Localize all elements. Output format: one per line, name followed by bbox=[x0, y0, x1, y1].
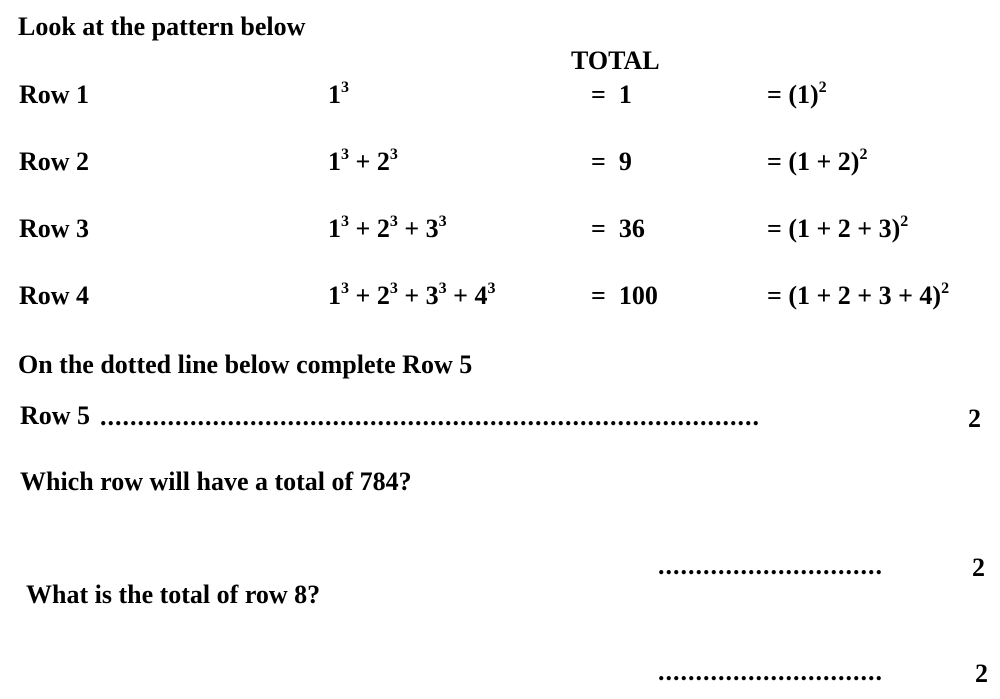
cube-base: 1 bbox=[328, 147, 341, 176]
cube-base: 4 bbox=[474, 281, 488, 310]
q2-answer-line[interactable]: .............................. bbox=[658, 553, 883, 579]
cube-expression bbox=[328, 213, 447, 243]
cube-base: 2 bbox=[376, 281, 390, 310]
cube-exponent: 3 bbox=[389, 213, 398, 230]
cube-exponent: 3 bbox=[487, 280, 496, 297]
plus-sign: + bbox=[397, 281, 426, 310]
instruction-heading: Look at the pattern below bbox=[18, 12, 306, 41]
sum-terms: (1 + 2 + 3) bbox=[788, 214, 901, 243]
row-label: Row 1 bbox=[19, 80, 90, 109]
row-label: Row 3 bbox=[19, 214, 90, 243]
cube-base: 2 bbox=[376, 147, 390, 176]
cube-expression bbox=[328, 280, 496, 310]
cube-exponent: 3 bbox=[438, 213, 447, 230]
cube-exponent: 3 bbox=[341, 79, 349, 96]
cube-exponent: 3 bbox=[341, 146, 349, 163]
row-5-answer-line[interactable]: ........................................................................................ bbox=[100, 404, 760, 430]
plus-sign: + bbox=[446, 281, 475, 310]
equals-sign: = bbox=[767, 281, 789, 310]
square-exponent: 2 bbox=[941, 280, 950, 297]
square-of-sum bbox=[767, 213, 909, 243]
sum-terms: (1 + 2) bbox=[788, 147, 860, 176]
marks-q2: 2 bbox=[972, 553, 985, 582]
question-complete-row-5: On the dotted line below complete Row 5 bbox=[18, 350, 473, 379]
plus-sign: + bbox=[349, 281, 377, 310]
cube-exponent: 3 bbox=[438, 280, 447, 297]
plus-sign: + bbox=[349, 147, 377, 176]
cube-base: 1 bbox=[328, 281, 341, 310]
cube-base: 3 bbox=[425, 281, 439, 310]
square-of-sum bbox=[767, 146, 868, 176]
square-exponent: 2 bbox=[900, 213, 909, 230]
cube-exponent: 3 bbox=[389, 146, 398, 163]
question-row-total-784: Which row will have a total of 784? bbox=[20, 467, 412, 496]
row-total: = 9 bbox=[591, 147, 632, 176]
square-of-sum bbox=[767, 79, 827, 109]
row-total: = 36 bbox=[591, 214, 645, 243]
row-label: Row 2 bbox=[19, 147, 90, 176]
cube-exponent: 3 bbox=[341, 280, 349, 297]
cube-base: 2 bbox=[376, 214, 390, 243]
q3-answer-line[interactable]: .............................. bbox=[658, 659, 883, 685]
cube-base: 1 bbox=[328, 214, 341, 243]
square-exponent: 2 bbox=[818, 79, 827, 96]
row-total: = 100 bbox=[591, 281, 658, 310]
cube-base: 3 bbox=[425, 214, 439, 243]
row-label: Row 4 bbox=[19, 281, 90, 310]
sum-terms: (1) bbox=[788, 80, 819, 109]
plus-sign: + bbox=[349, 214, 377, 243]
cube-expression bbox=[328, 79, 349, 109]
cube-base: 1 bbox=[328, 80, 341, 109]
question-total-row-8: What is the total of row 8? bbox=[26, 580, 321, 609]
row-5-label: Row 5 bbox=[20, 401, 91, 430]
total-column-header: TOTAL bbox=[571, 46, 660, 75]
row-total: = 1 bbox=[591, 80, 632, 109]
marks-q3: 2 bbox=[975, 659, 988, 688]
equals-sign: = bbox=[767, 80, 789, 109]
sum-terms: (1 + 2 + 3 + 4) bbox=[788, 281, 942, 310]
equals-sign: = bbox=[767, 147, 789, 176]
square-exponent: 2 bbox=[859, 146, 868, 163]
cube-exponent: 3 bbox=[341, 213, 349, 230]
cube-expression bbox=[328, 146, 398, 176]
square-of-sum bbox=[767, 280, 950, 310]
equals-sign: = bbox=[767, 214, 789, 243]
cube-exponent: 3 bbox=[389, 280, 398, 297]
plus-sign: + bbox=[397, 214, 426, 243]
marks-q1: 2 bbox=[968, 404, 981, 433]
